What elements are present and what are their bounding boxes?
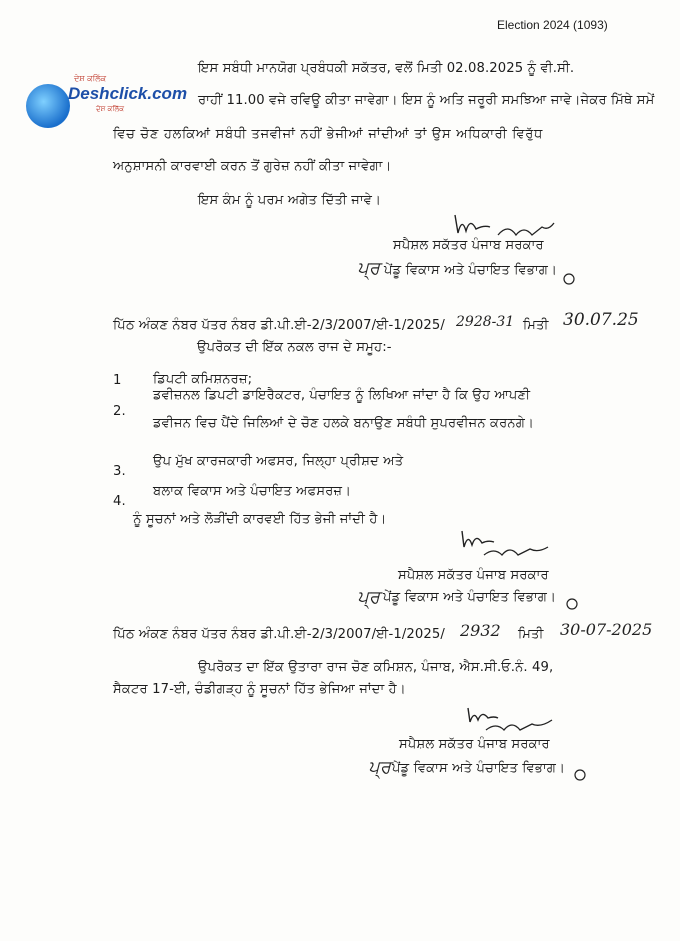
initial-mark-icon [564,596,580,612]
logo-tagline: ਦੇਸ਼ ਕਲਿੱਕ [96,105,125,113]
signature-1-dept: ਪੇਂਡੂ ਵਿਕਾਸ ਅਤੇ ਪੰਚਾਇਤ ਵਿਭਾਗ। [384,263,558,278]
endorsement2-line2: ਸੈਕਟਰ 17-ਈ, ਚੰਡੀਗੜ੍ਹ ਨੂੰ ਸੂਚਨਾਂ ਹਿੱਤ ਭੇਜਿਆ ਜਾਂਦਾ ਹੈ। [113,682,406,697]
list-item: ਡਵੀਜ਼ਨਲ ਡਿਪਟੀ ਡਾਇਰੈਕਟਰ, ਪੰਚਾਇਤ ਨੂੰ ਲਿਖਿਆ ਜਾਂਦਾ ਹੈ ਕਿ ਉਹ ਆਪਣੀ [153,388,531,403]
signature-2 [458,523,558,561]
signature-3-title: ਸਪੈਸ਼ਲ ਸਕੱਤਰ ਪੰਜਾਬ ਸਰਕਾਰ [399,737,550,752]
list-item-num: 4. [113,494,126,509]
initial-mark-icon [572,767,588,783]
endorsement2-number: 2932 [460,621,501,640]
signature-2-prefix: ਪ੍ਰ [357,587,380,608]
list-item-num: 3. [113,464,126,479]
logo-top-text: ਦੇਸ਼ ਕਲਿੱਕ [74,74,107,83]
initial-mark-icon [561,271,577,287]
para1-line2: ਰਾਹੀਂ 11.00 ਵਜੇ ਰਵਿਊ ਕੀਤਾ ਜਾਵੇਗਾ। ਇਸ ਨੂੰ ਅਤਿ ਜਰੂਰੀ ਸਮਝਿਆ ਜਾਵੇ।ਜੇਕਰ ਮਿੱਥੇ ਸਮੇਂ [198,93,655,108]
endorsement1-ref: ਪਿੱਠ ਅੰਕਣ ਨੰਬਰ ਪੱਤਰ ਨੰਬਰ ਡੀ.ਪੀ.ਈ-2/3/2007/ਈ-1/2025/ [113,318,445,333]
endorsement2-line1: ਉਪਰੋਕਤ ਦਾ ਇੱਕ ਉਤਾਰਾ ਰਾਜ ਚੋਣ ਕਮਿਸ਼ਨ, ਪੰਜਾਬ, ਐਸ.ਸੀ.ਓ.ਨੰ. 49, [198,660,554,675]
signature-3-prefix: ਪ੍ਰ [368,757,391,778]
list-item-num: 2. [113,404,126,419]
list-item-continued: ਡਵੀਜਨ ਵਿਚ ਪੈਂਦੇ ਜਿਲਿਆਂ ਦੇ ਚੋਣ ਹਲਕੇ ਬਨਾਉਣ ਸਬੰਧੀ ਸੁਪਰਵੀਜਨ ਕਰਨਗੇ। [153,416,534,431]
signature-3-dept: ਪੇਂਡੂ ਵਿਕਾਸ ਅਤੇ ਪੰਚਾਇਤ ਵਿਭਾਗ। [392,761,566,776]
signature-1-title: ਸਪੈਸ਼ਲ ਸਕੱਤਰ ਪੰਜਾਬ ਸਰਕਾਰ [393,238,544,253]
endorsement1-date: 30.07.25 [563,310,639,330]
endorsement1-closing: ਨੂੰ ਸੂਚਨਾਂ ਅਤੇ ਲੋੜੀਂਦੀ ਕਾਰਵਈ ਹਿੱਤ ਭੇਜੀ ਜਾਂਦੀ ਹੈ। [133,512,387,527]
signature-2-dept: ਪੇਂਡੂ ਵਿਕਾਸ ਅਤੇ ਪੰਚਾਇਤ ਵਿਭਾਗ। [383,590,557,605]
endorsement1-intro: ਉਪਰੋਕਤ ਦੀ ਇੱਕ ਨਕਲ ਰਾਜ ਦੇ ਸਮੂਹ:- [197,340,392,355]
signature-3 [464,700,560,738]
list-item: ਡਿਪਟੀ ਕਮਿਸ਼ਨਰਜ਼; [153,372,253,387]
list-item: ਉਪ ਮੁੱਖ ਕਾਰਜਕਾਰੀ ਅਫਸਰ, ਜਿਲ੍ਹਾ ਪ੍ਰੀਸ਼ਦ ਅਤੇ [153,454,404,469]
document-reference: Election 2024 (1093) [497,18,608,32]
logo-name: Deshclick.com [68,84,188,103]
endorsement1-number: 2928-31 [456,314,515,330]
para1-line3: ਵਿਚ ਚੋਣ ਹਲਕਿਆਂ ਸਬੰਧੀ ਤਜਵੀਜਾਂ ਨਹੀਂ ਭੇਜੀਆਂ ਜਾਂਦੀਆਂ ਤਾਂ ਉਸ ਅਧਿਕਾਰੀ ਵਿਰੁੱਧ [113,127,543,142]
list-item-num: 1 [113,373,122,388]
logo-globe-icon [26,84,70,128]
endorsement2-ref: ਪਿੱਠ ਅੰਕਣ ਨੰਬਰ ਪੱਤਰ ਨੰਬਰ ਡੀ.ਪੀ.ਈ-2/3/2007/ਈ-1/2025/ [113,627,445,642]
endorsement2-date: 30-07-2025 [560,620,653,639]
endorsement1-date-label: ਮਿਤੀ [523,318,549,333]
para2: ਇਸ ਕੰਮ ਨੂੰ ਪਰਮ ਅਗੇਤ ਦਿੱਤੀ ਜਾਵੇ। [198,193,382,208]
signature-2-title: ਸਪੈਸ਼ਲ ਸਕੱਤਰ ਪੰਜਾਬ ਸਰਕਾਰ [398,568,549,583]
list-item: ਬਲਾਕ ਵਿਕਾਸ ਅਤੇ ਪੰਚਾਇਤ ਅਫਸਰਜ਼। [153,484,352,499]
para1-line4: ਅਨੁਸ਼ਾਸਨੀ ਕਾਰਵਾਈ ਕਰਨ ਤੋਂ ਗੁਰੇਜ਼ ਨਹੀਂ ਕੀਤਾ ਜਾਵੇਗਾ। [113,159,392,174]
para1-line1: ਇਸ ਸਬੰਧੀ ਮਾਨਯੋਗ ਪ੍ਰਬੰਧਕੀ ਸਕੱਤਰ, ਵਲੋਂ ਮਿਤੀ 02.08.2025 ਨੂੰ ਵੀ.ਸੀ. [198,61,575,76]
endorsement2-date-label: ਮਿਤੀ [518,627,544,642]
deshclick-logo [26,74,188,130]
signature-1-prefix: ਪ੍ਰ [357,258,380,279]
